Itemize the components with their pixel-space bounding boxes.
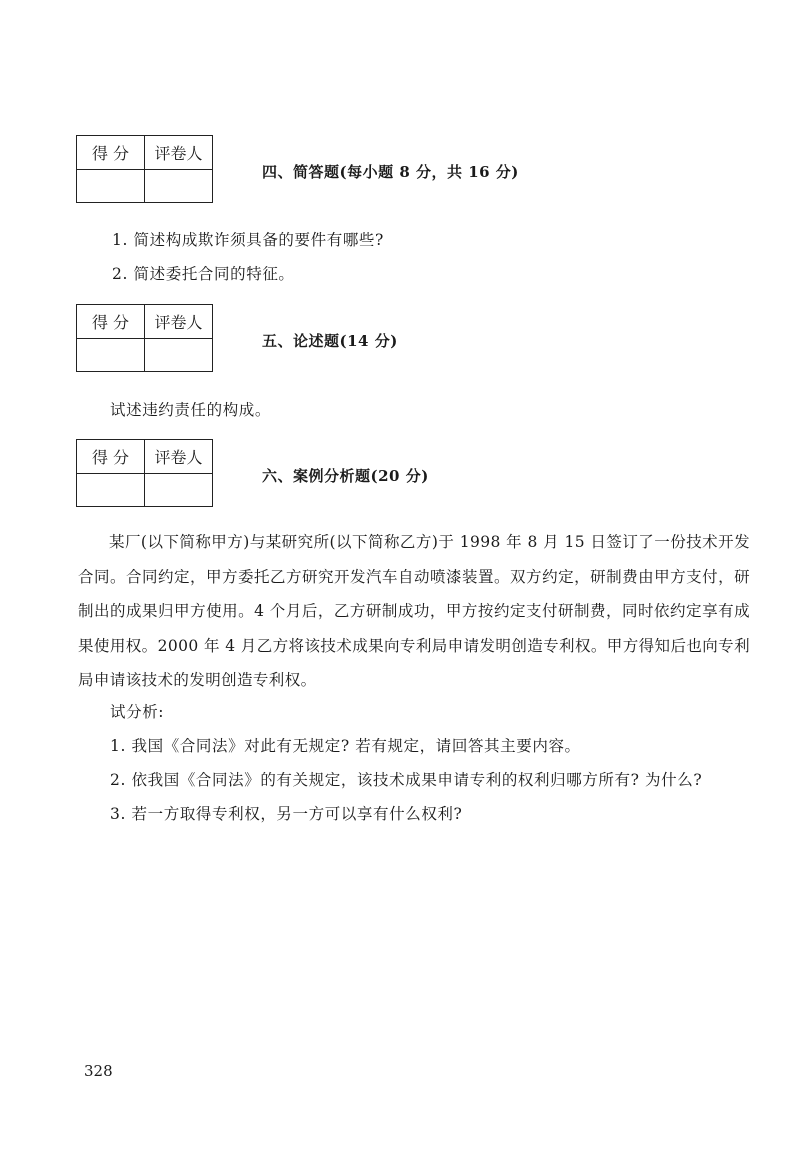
grader-cell — [145, 338, 213, 372]
grader-label: 评卷人 — [145, 440, 213, 474]
case-question-1: 1. 我国《合同法》对此有无规定? 若有规定，请回答其主要内容。 — [110, 737, 581, 755]
score-cell — [77, 473, 145, 507]
section4-question-1: 1. 简述构成欺诈须具备的要件有哪些? — [112, 231, 384, 249]
grader-label: 评卷人 — [145, 136, 213, 170]
score-cell — [77, 338, 145, 372]
analysis-prompt: 试分析: — [110, 703, 165, 721]
score-box-section4 — [76, 135, 213, 203]
grader-cell — [145, 473, 213, 507]
section4-title: 四、简答题(每小题 8 分，共 16 分) — [262, 163, 519, 181]
section5-question: 试述违约责任的构成。 — [110, 401, 272, 419]
case-paragraph: 某厂(以下简称甲方)与某研究所(以下简称乙方)于 1998 年 8 月 15 日签订了一份技术开发合同。合同约定，甲方委托乙方研究开发汽车自动喷漆装置。双方约定，研制费由甲方支付，研制出的成果归甲方使用。4 个月后，乙方研制成功，甲方按约定支付研制费，同时依约定享有成果使用权。2000 年 4 月乙方将该技术成果向专利局申请发明创造专利权。甲方得知后也向专利局申请该技术的发明创造专利权。 — [78, 533, 750, 689]
page-number: 328 — [84, 1062, 113, 1080]
score-box-section6 — [76, 439, 213, 507]
grader-label: 评卷人 — [145, 305, 213, 339]
score-cell — [77, 169, 145, 203]
section4-question-2: 2. 简述委托合同的特征。 — [112, 265, 295, 283]
case-question-3: 3. 若一方取得专利权，另一方可以享有什么权利? — [110, 805, 463, 823]
case-question-2: 2. 依我国《合同法》的有关规定，该技术成果申请专利的权利归哪方所有? 为什么? — [110, 771, 703, 789]
section6-title: 六、案例分析题(20 分) — [262, 467, 429, 485]
grader-cell — [145, 169, 213, 203]
section5-title: 五、论述题(14 分) — [262, 332, 398, 350]
score-box-section5 — [76, 304, 213, 372]
score-label: 得 分 — [77, 440, 145, 474]
score-label: 得 分 — [77, 305, 145, 339]
score-label: 得 分 — [77, 136, 145, 170]
